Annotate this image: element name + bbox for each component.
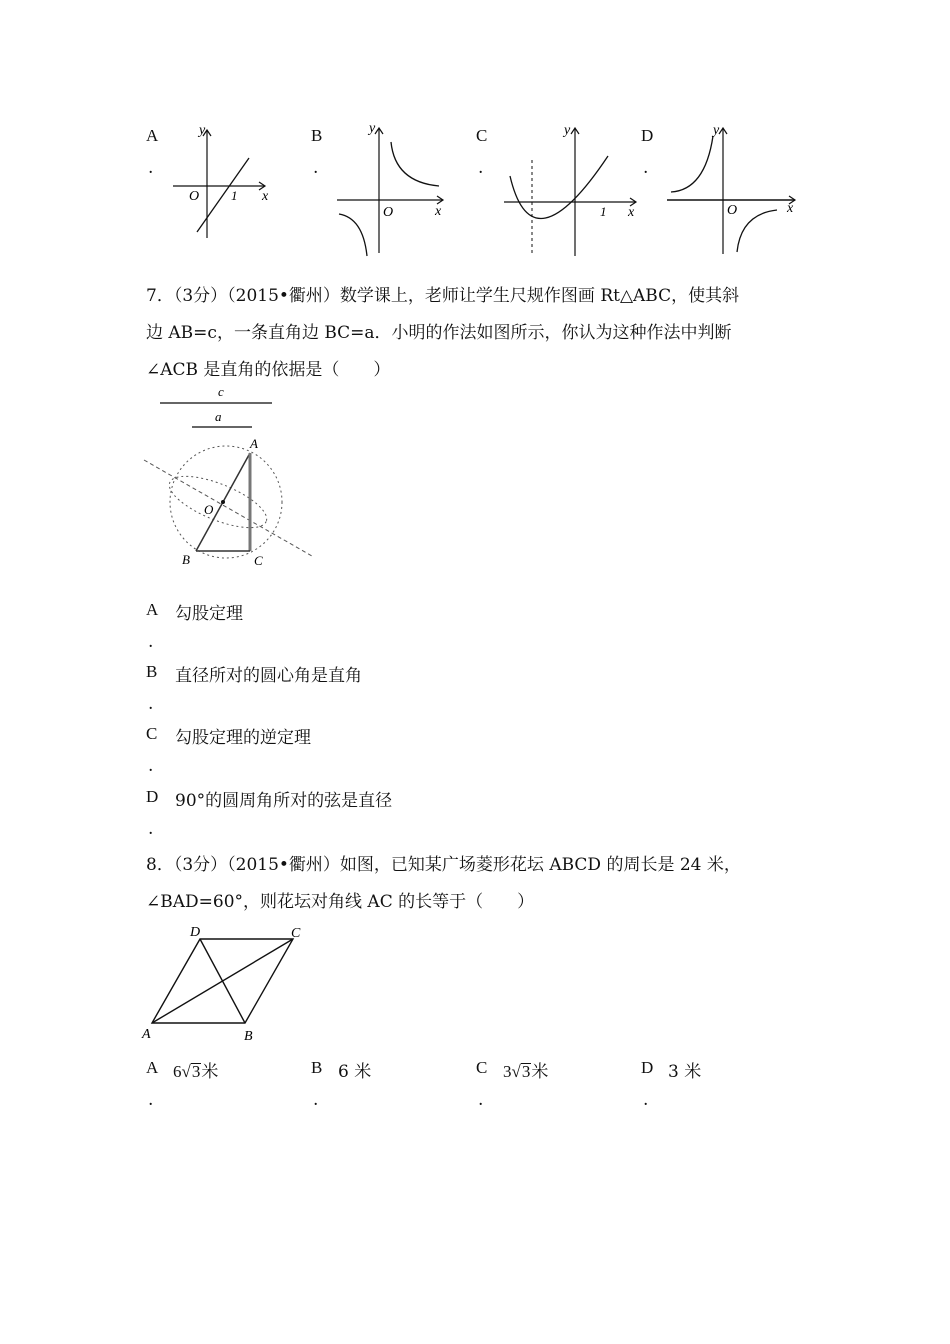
q6-option-b-letter[interactable]: B (311, 126, 323, 145)
q7-option-b-dot: . (148, 694, 154, 714)
q6-graph-a[interactable] (165, 120, 275, 250)
q6-graph-b[interactable] (335, 118, 455, 258)
q6-option-a-letter[interactable]: A (146, 126, 159, 145)
q6-option-c-dot: . (478, 158, 484, 178)
q7-stem-line-1: 7．（3分）（2015•衢州）数学课上，老师让学生尺规作图画 Rt△ABC，使其斜 (146, 286, 740, 306)
q8-option-a-dot: . (148, 1090, 154, 1110)
graph-a-x-label: x (262, 189, 269, 204)
q8-fig-label-D: D (190, 925, 201, 940)
q7-option-d-dot: . (148, 819, 154, 839)
q6-graph-d[interactable] (665, 118, 800, 258)
q7-fig-label-a: a (215, 409, 222, 424)
q7-option-c-text[interactable]: 勾股定理的逆定理 (175, 728, 311, 748)
graph-d-origin: O (727, 203, 738, 218)
q8-option-c-value[interactable]: 3√3米 (503, 1062, 549, 1082)
q8-option-a-coef: 6 (173, 1062, 182, 1081)
graph-c-x-label: x (628, 205, 635, 220)
q8-option-a-radicand: 3 (191, 1062, 201, 1081)
q7-option-c-letter[interactable]: C (146, 724, 158, 743)
q8-option-a-letter[interactable]: A (146, 1058, 159, 1077)
q6-graph-c[interactable] (500, 118, 640, 258)
q7-fig-label-C: C (254, 553, 263, 568)
q8-option-d-dot: . (643, 1090, 649, 1110)
q7-fig-label-O: O (204, 502, 214, 517)
q8-fig-label-C: C (291, 926, 301, 941)
q6-option-d-letter[interactable]: D (641, 126, 654, 145)
q7-option-a-letter[interactable]: A (146, 600, 159, 619)
q6-option-d-dot: . (643, 158, 649, 178)
q8-option-c-letter[interactable]: C (476, 1058, 488, 1077)
q7-option-d-letter[interactable]: D (146, 787, 159, 806)
graph-a-y-label: y (199, 123, 206, 138)
graph-d-y-label: y (713, 123, 720, 138)
q8-option-d-letter[interactable]: D (641, 1058, 654, 1077)
q7-figure (140, 384, 320, 574)
q8-option-b-dot: . (313, 1090, 319, 1110)
q8-option-b-text[interactable]: 6 米 (338, 1062, 372, 1082)
graph-c-one: 1 (600, 204, 607, 219)
q7-option-d-text[interactable]: 90°的圆周角所对的弦是直径 (175, 791, 393, 811)
q8-option-a-unit: 米 (201, 1062, 219, 1082)
q8-option-a-value[interactable]: 6√3米 (173, 1062, 219, 1082)
q8-fig-label-A: A (142, 1027, 151, 1042)
q8-rhombus-figure (140, 922, 315, 1042)
q8-stem-line-2: ∠BAD=60°，则花坛对角线 AC 的长等于（ ） (146, 892, 535, 912)
q7-option-b-text[interactable]: 直径所对的圆心角是直角 (175, 666, 362, 686)
q8-option-c-radicand: 3 (521, 1062, 531, 1081)
q7-stem-line-2: 边 AB=c，一条直角边 BC=a．小明的作法如图所示，你认为这种作法中判断 (146, 323, 732, 343)
graph-c-y-label: y (564, 123, 571, 138)
q8-option-d-text[interactable]: 3 米 (668, 1062, 702, 1082)
q6-option-a-dot: . (148, 158, 154, 178)
q7-option-a-text[interactable]: 勾股定理 (175, 604, 243, 624)
q8-option-c-unit: 米 (531, 1062, 549, 1082)
q8-fig-label-B: B (244, 1029, 253, 1044)
q8-option-c-dot: . (478, 1090, 484, 1110)
q8-option-c-coef: 3 (503, 1062, 512, 1081)
graph-a-one: 1 (231, 188, 238, 203)
graph-b-x-label: x (435, 204, 442, 219)
graph-b-origin: O (383, 205, 394, 220)
q8-option-b-letter[interactable]: B (311, 1058, 323, 1077)
q7-option-a-dot: . (148, 632, 154, 652)
q6-option-b-dot: . (313, 158, 319, 178)
q7-option-c-dot: . (148, 756, 154, 776)
graph-b-y-label: y (369, 121, 376, 136)
q7-stem-line-3: ∠ACB 是直角的依据是（ ） (146, 360, 391, 380)
q7-option-b-letter[interactable]: B (146, 662, 158, 681)
q6-option-c-letter[interactable]: C (476, 126, 488, 145)
q7-fig-label-A: A (250, 436, 258, 451)
q7-fig-label-B: B (182, 552, 190, 567)
q7-fig-label-c: c (218, 384, 224, 399)
graph-a-origin: O (189, 189, 200, 204)
graph-d-x-label: x (787, 201, 794, 216)
q8-stem-line-1: 8．（3分）（2015•衢州）如图，已知某广场菱形花坛 ABCD 的周长是 24 米， (146, 855, 741, 875)
